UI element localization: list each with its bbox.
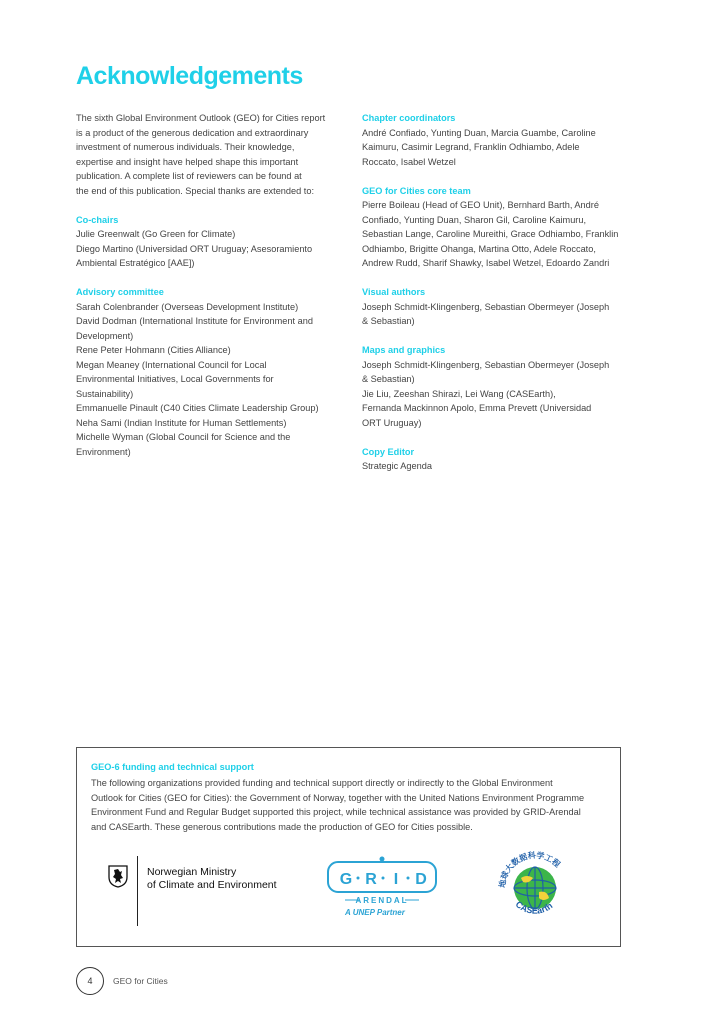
page-title: Acknowledgements <box>76 62 303 90</box>
grid-caption: A UNEP Partner <box>345 908 405 917</box>
grid-letter: G <box>339 871 353 888</box>
intro-line: expertise and insight have helped shape this important <box>76 156 299 167</box>
maps-graphics-line: Jie Liu, Zeeshan Shirazi, Lei Wang (CASEarth), <box>362 388 556 399</box>
grid-letter: I <box>393 871 399 888</box>
maps-graphics-line: Fernanda Mackinnon Apolo, Emma Prevett (Universidad <box>362 403 592 413</box>
advisory-line: Sarah Colenbrander (Overseas Development Institute) <box>76 301 299 312</box>
advisory-line: Environment) <box>76 446 131 457</box>
copy-editor-line: Strategic Agenda <box>362 461 432 471</box>
grid-subtitle: ARENDAL <box>355 896 409 905</box>
chapter-coordinators-line: Roccato, Isabel Wetzel <box>362 156 456 167</box>
footer-label: GEO for Cities <box>113 976 168 986</box>
cochairs-line: Ambiental Estratégico [AAE]) <box>76 258 195 268</box>
cochairs-section <box>76 213 338 271</box>
casearth-logo <box>495 848 575 928</box>
maps-graphics-line: Joseph Schmidt-Klingenberg, Sebastian Obermeyer (Joseph <box>362 359 610 370</box>
advisory-heading: Advisory committee <box>76 287 164 297</box>
core-team-section <box>362 184 624 271</box>
support-line: Outlook for Cities (GEO for Cities): the Government of Norway, together with the United Nations Environment Programme <box>91 792 585 803</box>
copy-editor-heading: Copy Editor <box>362 446 415 457</box>
grid-letter: R <box>365 871 377 888</box>
core-team-line: Sebastian Lange, Caroline Mureithi, Grace Odhiambo, Franklin <box>362 229 619 239</box>
funding-support-box <box>76 747 621 947</box>
core-team-heading: GEO for Cities core team <box>362 185 471 196</box>
advisory-line: Emmanuelle Pinault (C40 Cities Climate Leadership Group) <box>76 403 319 413</box>
right-column <box>362 111 624 488</box>
visual-authors-line: Joseph Schmidt-Klingenberg, Sebastian Obermeyer (Joseph <box>362 301 610 312</box>
copy-editor-section <box>362 445 624 474</box>
support-line: Environment Fund and Regular Budget supported this project, while technical assistance was provided by GRID-Arendal <box>91 807 581 817</box>
visual-authors-heading: Visual authors <box>362 287 426 297</box>
visual-authors-line: & Sebastian) <box>362 316 415 326</box>
maps-graphics-line: & Sebastian) <box>362 374 415 384</box>
advisory-line: Sustainability) <box>76 388 134 399</box>
cochairs-heading: Co-chairs <box>76 214 119 225</box>
chapter-coordinators-heading: Chapter coordinators <box>362 113 456 123</box>
norway-ministry-logo <box>107 856 287 926</box>
cochairs-line: Julie Greenwalt (Go Green for Climate) <box>76 229 236 239</box>
norway-line: of Climate and Environment <box>147 879 277 891</box>
advisory-line: Michelle Wyman (Global Council for Science and the <box>76 432 291 442</box>
support-line: The following organizations provided funding and technical support directly or indirectly to the Global Environment <box>91 778 553 788</box>
advisory-line: Neha Sami (Indian Institute for Human Settlements) <box>76 417 287 428</box>
visual-authors-section <box>362 285 624 329</box>
advisory-line: Environmental Initiatives, Local Governments for <box>76 374 274 384</box>
intro-line: investment of numerous individuals. Their knowledge, <box>76 142 295 152</box>
advisory-line: Megan Meaney (International Council for Local <box>76 359 267 370</box>
intro-line: the end of this publication. Special thanks are extended to: <box>76 185 315 196</box>
intro-line: The sixth Global Environment Outlook (GEO) for Cities report <box>76 113 326 123</box>
intro-line: is a product of the generous dedication and extraordinary <box>76 127 309 138</box>
norway-line: Norwegian Ministry <box>147 866 237 878</box>
maps-graphics-heading: Maps and graphics <box>362 345 446 355</box>
intro-paragraph <box>76 111 338 198</box>
page-number: 4 <box>76 967 104 995</box>
core-team-line: Andrew Rudd, Sharif Shawky, Isabel Wetzel, Edoardo Zandri <box>362 258 610 268</box>
advisory-line: Development) <box>76 330 134 341</box>
norway-lion-icon <box>107 864 129 888</box>
core-team-line: Odhiambo, Brigitte Ohanga, Martina Otto, Adele Roccato, <box>362 243 596 254</box>
casearth-chinese-text: 地球大数据科学工程 <box>497 850 562 889</box>
maps-graphics-line: ORT Uruguay) <box>362 417 422 428</box>
chapter-coordinators-section <box>362 111 624 169</box>
core-team-line: Confiado, Yunting Duan, Sharon Gil, Caroline Kaimuru, <box>362 214 587 225</box>
advisory-section <box>76 285 338 459</box>
support-line: and CASEarth. These generous contributions made the production of GEO for Cities possible. <box>91 821 473 832</box>
core-team-line: Pierre Boileau (Head of GEO Unit), Bernhard Barth, André <box>362 200 599 210</box>
support-paragraph <box>91 776 611 834</box>
cochairs-line: Diego Martino (Universidad ORT Uruguay; Asesoramiento <box>76 243 313 254</box>
casearth-name: CASEarth <box>513 899 555 916</box>
advisory-line: David Dodman (International Institute for Environment and <box>76 316 313 326</box>
intro-line: publication. A complete list of reviewers can be found at <box>76 171 302 181</box>
grid-letter: D <box>415 871 427 888</box>
chapter-coordinators-line: Kaimuru, Casimir Legrand, Franklin Odhiambo, Adele <box>362 142 580 152</box>
norway-divider <box>137 856 138 926</box>
maps-graphics-section <box>362 343 624 430</box>
chapter-coordinators-line: André Confiado, Yunting Duan, Marcia Guambe, Caroline <box>362 127 596 138</box>
norway-ministry-name <box>147 866 277 892</box>
advisory-line: Rene Peter Hohmann (Cities Alliance) <box>76 345 231 355</box>
support-heading: GEO-6 funding and technical support <box>91 762 254 772</box>
left-column <box>76 111 338 474</box>
